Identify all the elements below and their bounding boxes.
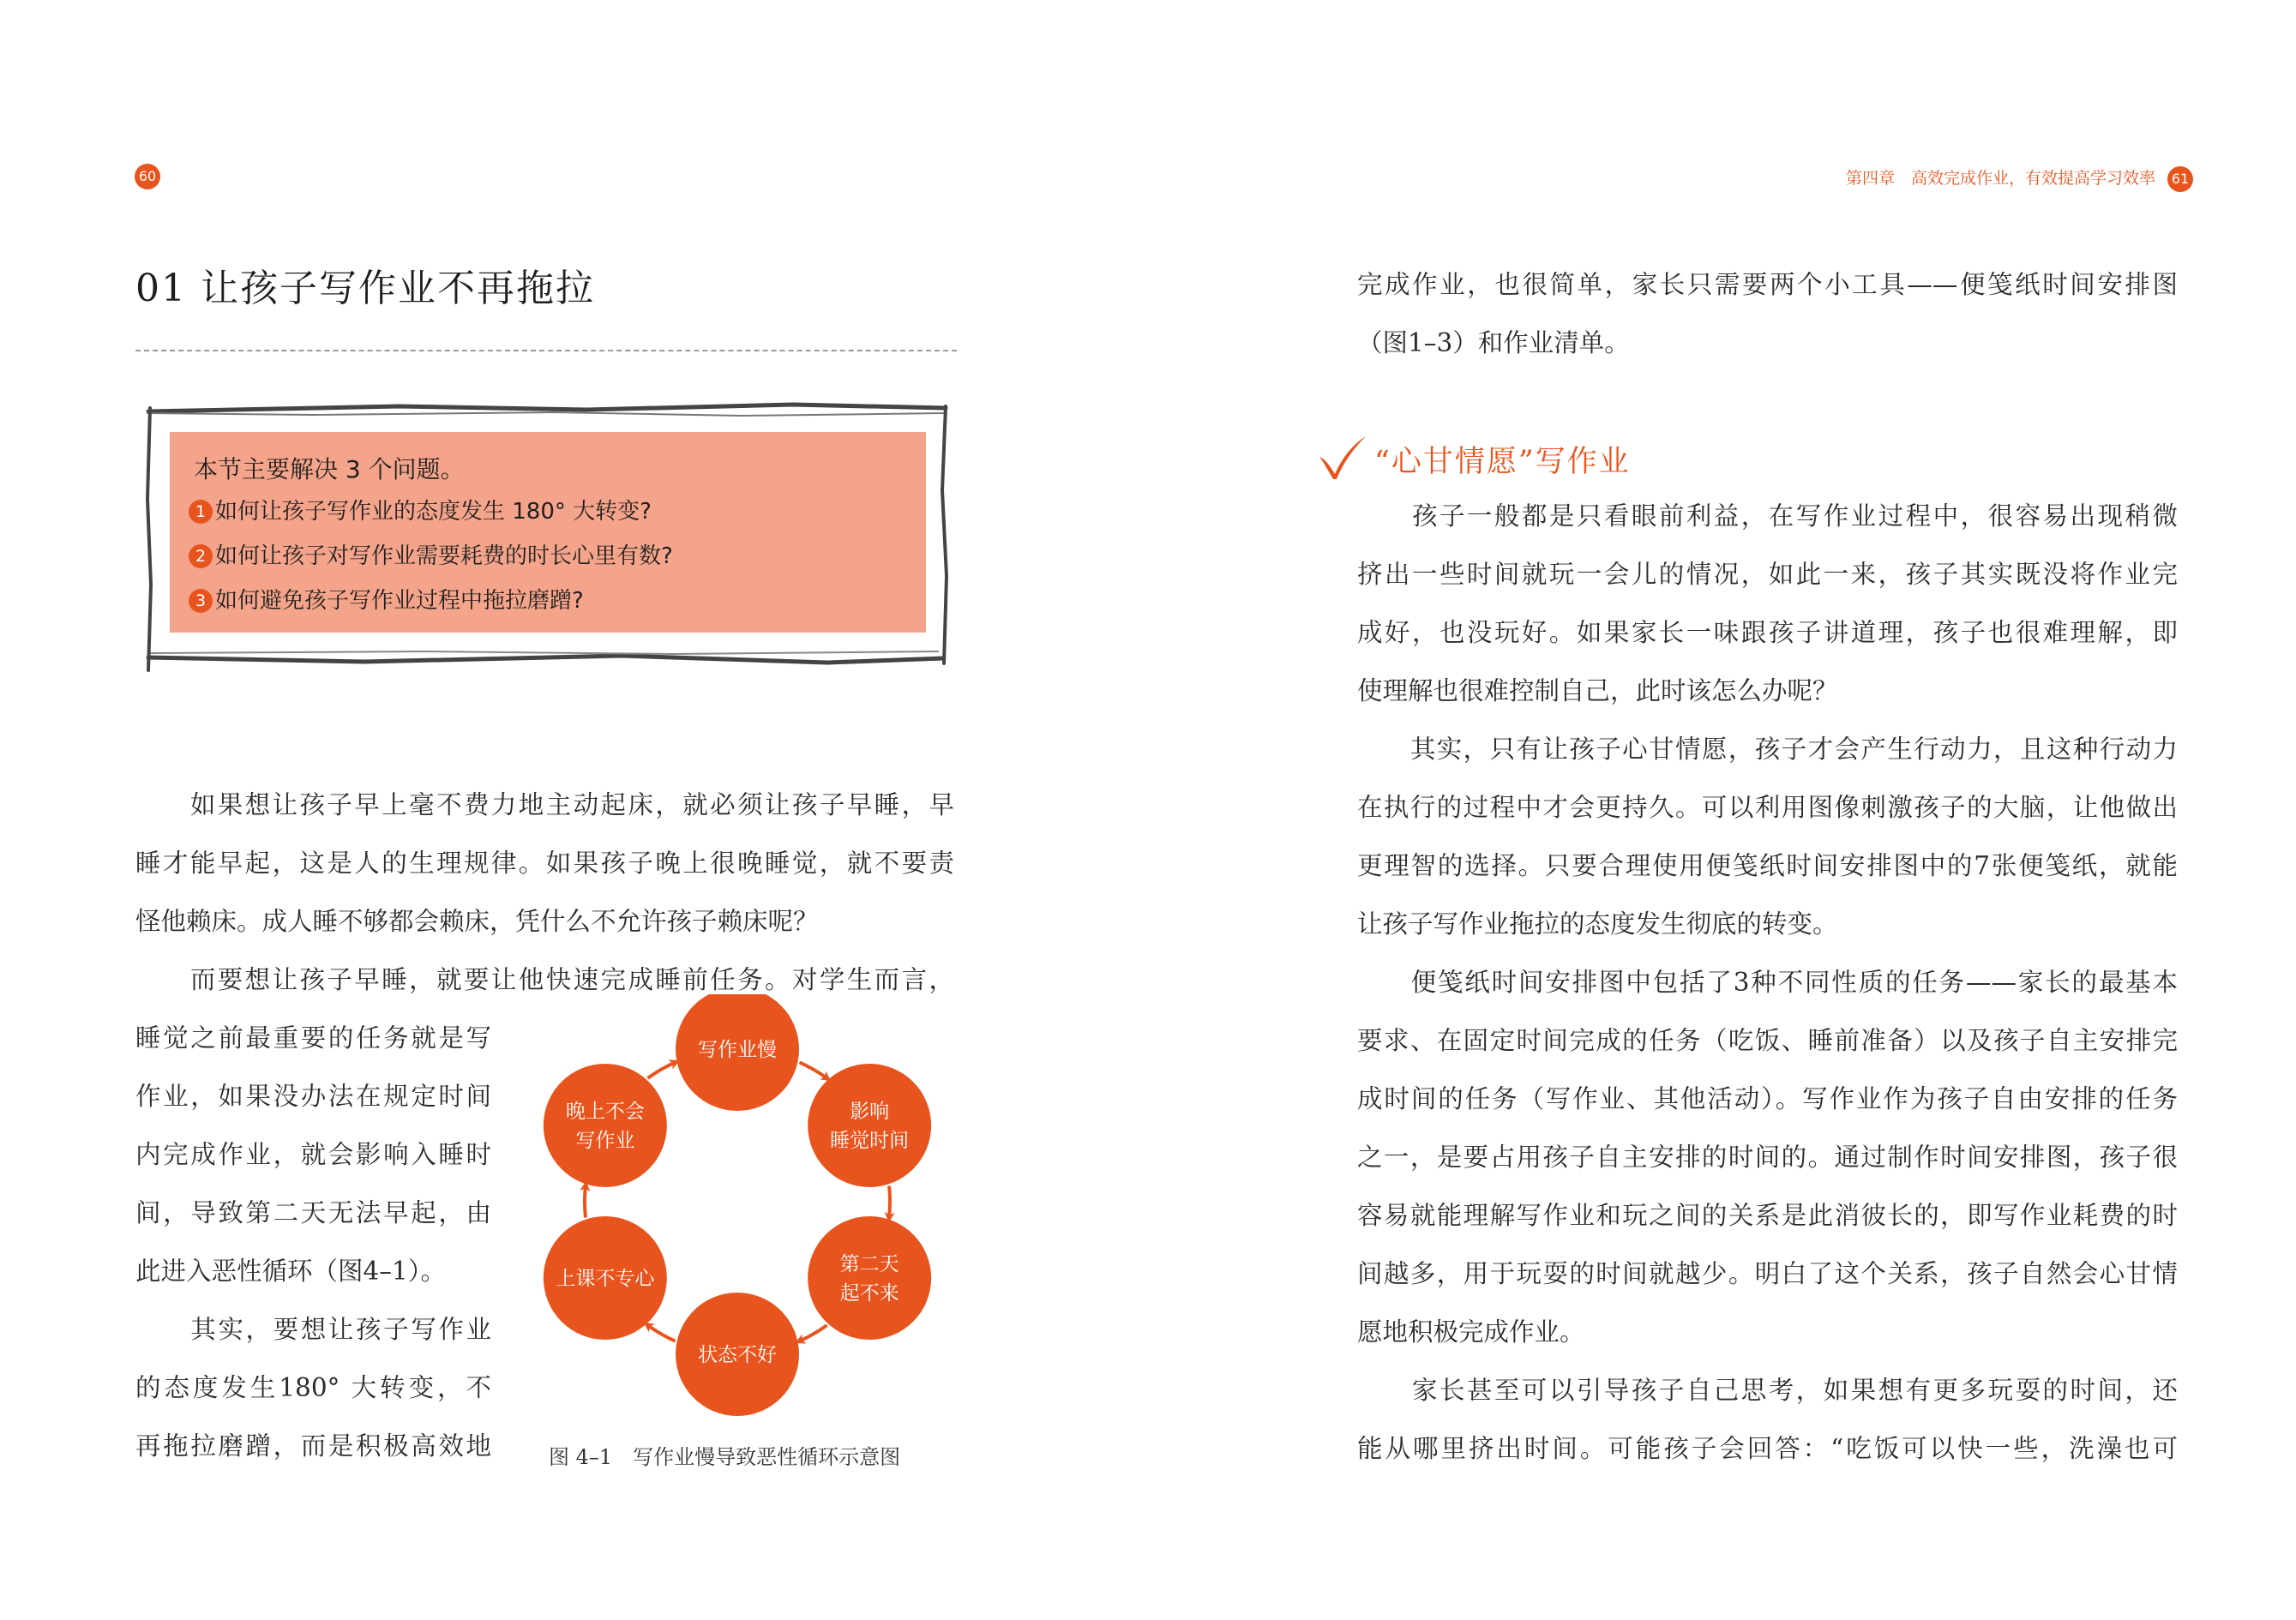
problem-box — [170, 432, 926, 633]
question-1: 1 如何让孩子写作业的态度发生 180° 大转变? — [189, 494, 652, 525]
page-number: 61 — [2167, 166, 2193, 192]
cycle-arrow-icon — [800, 1062, 827, 1077]
cycle-node — [544, 1064, 667, 1187]
question-2: 2 如何让孩子对写作业需要耗费的时长心里有数? — [189, 538, 673, 570]
paragraph: 其实，只有让孩子心甘情愿，孩子才会产生行动力，且这种行动力 在执行的过程中才会更持久。可以利用图像刺激孩子的大脑，让他做出 更理智的选择。只要合理使用便笺纸时间安排图中的7张便笺纸，就能 让孩子写作业拖拉的态度发生彻底的转变。 — [1357, 735, 2178, 939]
dotted-divider — [135, 350, 957, 351]
cycle-node-label: 睡觉时间 — [830, 1130, 910, 1152]
paragraph: 如果想让孩子早上毫不费力地主动起床，就必须让孩子早睡，早 睡才能早起，这是人的生理规律。如果孩子晚上很晚睡觉，就不要责 怪他赖床。成人睡不够都会赖床，凭什么不允许孩子赖床呢？ — [135, 790, 954, 936]
cycle-node — [808, 1064, 931, 1187]
paragraph: 而要想让孩子早睡，就要让他快速完成睡前任务。对学生而言， — [135, 965, 954, 994]
figure-caption: 图 4–1 写作业慢导致恶性循环示意图 — [549, 1445, 901, 1469]
paragraph: 其实，要想让孩子写作业 的态度发生180° 大转变，不 再拖拉磨蹭，而是积极高效地 — [135, 1315, 491, 1461]
cycle-node — [676, 1293, 799, 1416]
paragraph: 睡觉之前最重要的任务就是写 作业，如果没办法在规定时间 内完成作业，就会影响入睡时 间，导致第二天无法早起，由 此进入恶性循环（图4–1）。 — [135, 1023, 491, 1286]
cycle-node-label: 影响 — [850, 1101, 890, 1123]
cycle-node-label: 写作业慢 — [698, 1039, 777, 1061]
cycle-diagram — [523, 994, 969, 1431]
right-page: 第四章 高效完成作业，有效提高学习效率 61 完成作业，也很简单，家长只需要两个小工具——便笺纸时间安排图 （图1–3）和作业清单。 “心甘情愿”写作业 孩子一般都是只看眼前利益，在写作业过程中，很容易出现稍微 挤出一些时间就玩一会儿的情况，如此一来，孩子其实既没将作业完 成好，也没玩好。如果家长一味跟孩子讲道理，孩子也很难理解，即 使理解也很难控制自己，此时该怎么办呢？ 其实，只有让孩子心甘情愿，孩子才会产生行动力，且这种行动力 在执行的过程中才会更持久。可以利用图像刺激孩子的大脑，让他做出 更理智的选择。只要合理使用便笺纸时间安排图中的7张便笺纸，就能 让孩子写作业拖拉的态度发生彻底的转变。 便笺纸时间安排图中包括了3种不同性质的任务——家长的最基本 要求、在固定时间完成的任务（吃饭、睡前准备）以及孩子自主安排完 成时间的任务（写作业、其他活动）。写作业作为孩子自由安排的任务 之一，是要占用孩子自主安排的时间的。通过制作时间安排图，孩子很 容易就能理解写作业和玩之间的关系是此消彼长的，即写作业耗费的时 间越多，用于玩耍的时间就越少。明白了这个关系，孩子自然会心甘情 愿地积极完成作业。 家长甚至可以引导孩子自己思考，如果想有更多玩耍的时间，还 能从哪里挤出时间。可能孩子会回答：“吃饭可以快一些，洗澡也可 — [1148, 0, 2296, 1620]
cycle-node-label: 晚上不会 — [565, 1101, 645, 1123]
cycle-arrow-icon — [648, 1325, 676, 1341]
paragraph: 完成作业，也很简单，家长只需要两个小工具——便笺纸时间安排图 （图1–3）和作业清单。 — [1357, 270, 2178, 357]
question-3: 3 如何避免孩子写作业过程中拖拉磨蹭? — [189, 583, 584, 615]
paragraph: 便笺纸时间安排图中包括了3种不同性质的任务——家长的最基本 要求、在固定时间完成的任务（吃饭、睡前准备）以及孩子自主安排完 成时间的任务（写作业、其他活动）。写作业作为孩子自由安排的任务 之一，是要占用孩子自主安排的时间的。通过制作时间安排图，孩子很 容易就能理解写作业和玩之间的关系是此消彼长的，即写作业耗费的时 间越多，用于玩耍的时间就越少。明白了这个关系，孩子自然会心甘情 愿地积极完成作业。 — [1357, 968, 2178, 1347]
cycle-arrow-icon — [889, 1186, 890, 1218]
cycle-node — [676, 994, 799, 1111]
cycle-node-label: 上课不专心 — [556, 1268, 655, 1290]
cycle-node — [544, 1216, 667, 1340]
cycle-arrow-icon — [648, 1062, 676, 1077]
cycle-node-label: 写作业 — [575, 1130, 635, 1152]
cycle-node-label: 第二天 — [839, 1253, 899, 1275]
paragraph: 孩子一般都是只看眼前利益，在写作业过程中，很容易出现稍微 挤出一些时间就玩一会儿的情况，如此一来，孩子其实既没将作业完 成好，也没玩好。如果家长一味跟孩子讲道理，孩子也很难理解，即 使理解也很难控制自己，此时该怎么办呢？ — [1357, 501, 2178, 705]
cycle-arrow-icon — [585, 1186, 586, 1218]
cycle-arrow-icon — [800, 1325, 827, 1341]
cycle-node-label: 状态不好 — [698, 1344, 777, 1366]
running-head: 第四章 高效完成作业，有效提高学习效率 61 — [1846, 165, 2193, 191]
cycle-node — [808, 1216, 931, 1340]
box-intro: 本节主要解决 3 个问题。 — [194, 455, 465, 483]
checkmark-icon — [1316, 433, 1367, 481]
paragraph: 家长甚至可以引导孩子自己思考，如果想有更多玩耍的时间，还 能从哪里挤出时间。可能孩子会回答：“吃饭可以快一些，洗澡也可 — [1357, 1376, 2178, 1463]
cycle-node-label: 起不来 — [839, 1282, 899, 1305]
page-number: 60 — [135, 164, 160, 189]
section-title: 01 让孩子写作业不再拖拉 — [135, 267, 595, 310]
